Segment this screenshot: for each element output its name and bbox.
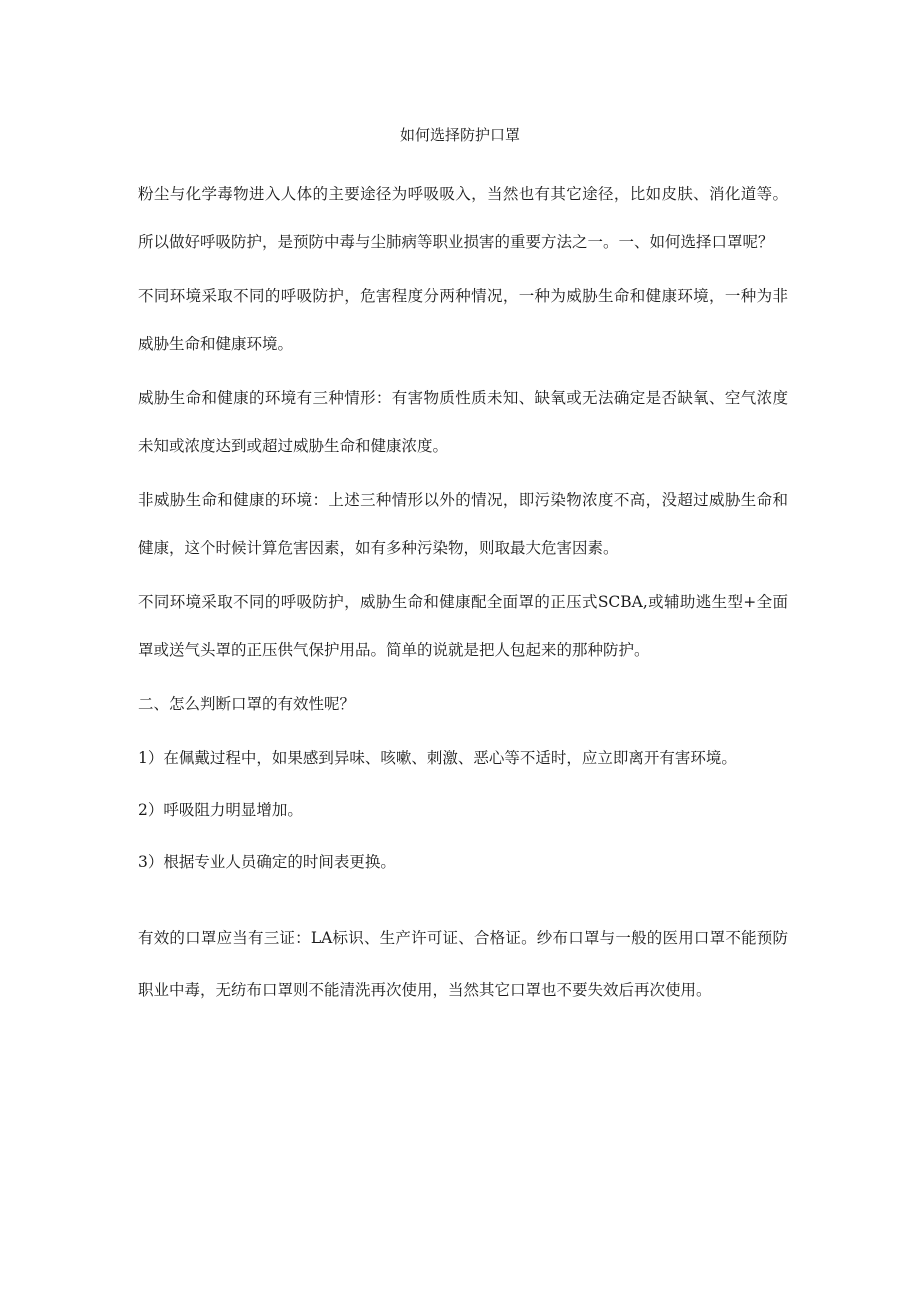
paragraph-environments: 不同环境采取不同的呼吸防护，危害程度分两种情况，一种为威胁生命和健康环境，一种为非威胁生命和健康环境。 bbox=[138, 287, 788, 353]
section-two-heading: 二、怎么判断口罩的有效性呢？ bbox=[138, 695, 356, 713]
document-title: 如何选择防护口罩 bbox=[399, 126, 520, 144]
document-body bbox=[138, 170, 788, 1022]
paragraph-spacer bbox=[138, 890, 788, 912]
list-item: 2）呼吸阻力明显增加。 bbox=[138, 801, 303, 819]
paragraph-intro: 粉尘与化学毒物进入人体的主要途径为呼吸吸入，当然也有其它途径，比如皮肤、消化道等。所以做好呼吸防护，是预防中毒与尘肺病等职业损害的重要方法之一。一、如何选择口罩呢？ bbox=[138, 185, 788, 251]
list-item: 3）根据专业人员确定的时间表更换。 bbox=[138, 853, 396, 871]
list-item: 1）在佩戴过程中，如果感到异味、咳嗽、刺激、恶心等不适时，应立即离开有害环境。 bbox=[138, 749, 737, 767]
paragraph-threatening: 威胁生命和健康的环境有三种情形：有害物质性质未知、缺氧或无法确定是否缺氧、空气浓度未知或浓度达到或超过威胁生命和健康浓度。 bbox=[138, 389, 788, 455]
paragraph-non-threatening: 非威胁生命和健康的环境：上述三种情形以外的情况，即污染物浓度不高，没超过威胁生命和健康，这个时候计算危害因素，如有多种污染物，则取最大危害因素。 bbox=[138, 491, 788, 557]
paragraph-conclusion: 有效的口罩应当有三证：LA标识、生产许可证、合格证。纱布口罩与一般的医用口罩不能预防职业中毒，无纺布口罩则不能清洗再次使用，当然其它口罩也不要失效后再次使用。 bbox=[138, 929, 788, 999]
paragraph-equipment: 不同环境采取不同的呼吸防护，威胁生命和健康配全面罩的正压式SCBA,或辅助逃生型+全面罩或送气头罩的正压供气保护用品。简单的说就是把人包起来的那种防护。 bbox=[138, 593, 788, 659]
